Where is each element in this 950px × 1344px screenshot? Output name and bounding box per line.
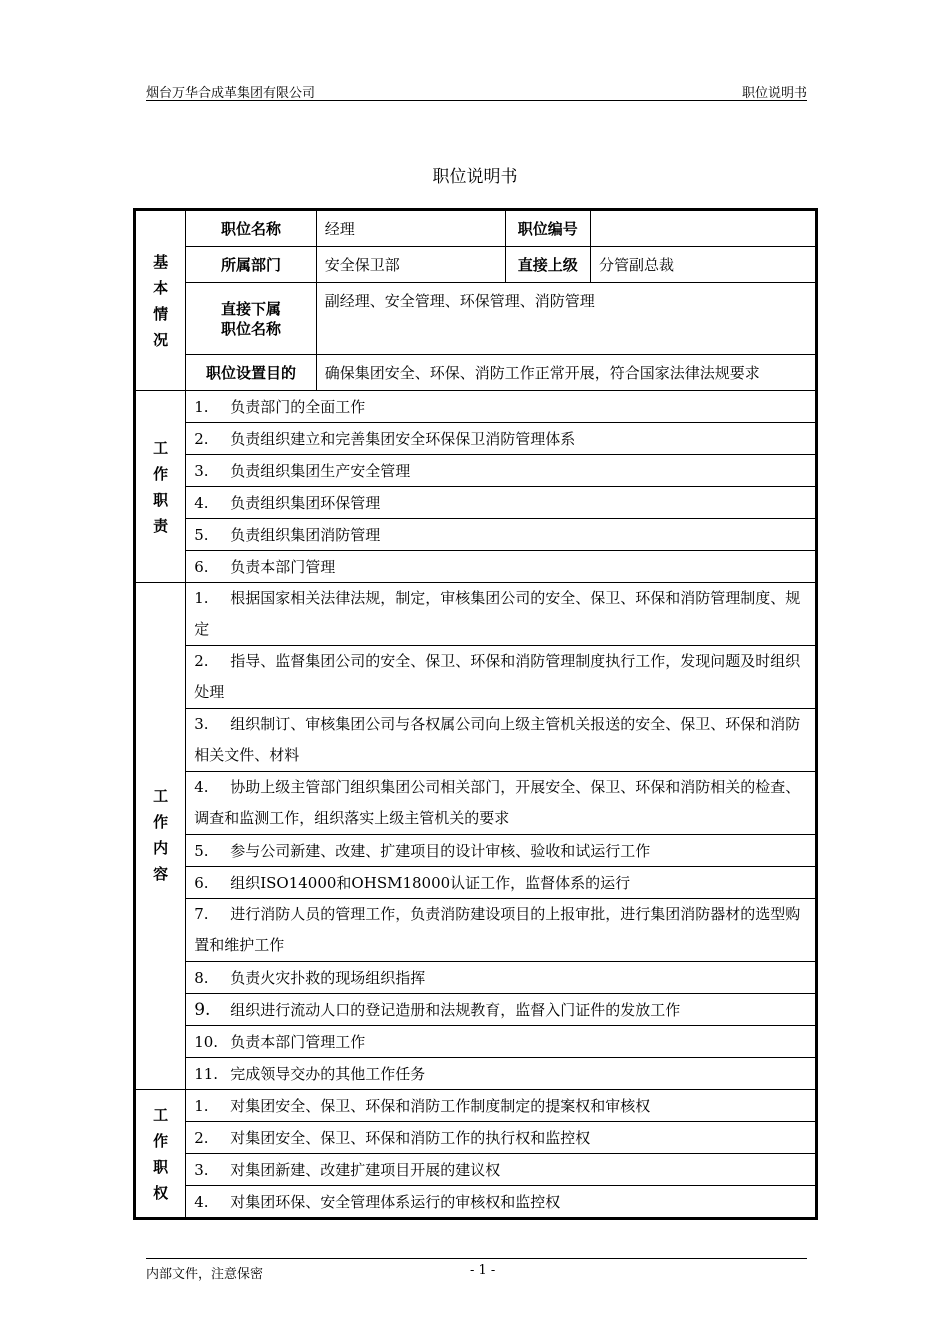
position-name-label: 职位名称 [186,210,317,247]
superior-value: 分管副总裁 [590,247,816,283]
company-name: 烟台万华合成革集团有限公司 [146,86,316,101]
page-header [146,80,807,101]
category-content: 工作内容 [135,583,186,1090]
list-item: 4. 对集团环保、安全管理体系运行的审核权和监控权 [135,1186,817,1219]
position-name-value: 经理 [316,210,505,247]
list-item: 7. 进行消防人员的管理工作，负责消防建设项目的上报审批，进行集团消防器材的选型购置和维护工作 [135,899,817,962]
category-duties: 工作职责 [135,391,186,583]
list-item: 工作职权 1. 对集团安全、保卫、环保和消防工作制度制定的提案权和审核权 [135,1090,817,1122]
header-doc-type: 职位说明书 [741,86,807,101]
list-item: 4. 负责组织集团环保管理 [135,487,817,519]
department-label: 所属部门 [186,247,317,283]
list-item: 3. 组织制订、审核集团公司与各权属公司向上级主管机关报送的安全、保卫、环保和消防相关文件、材料 [135,709,817,772]
list-item: 工作内容 1. 根据国家相关法律法规，制定，审核集团公司的安全、保卫、环保和消防管理制度、规定 [135,583,817,646]
category-basic: 基本情况 [135,210,186,391]
subordinates-value: 副经理、安全管理、环保管理、消防管理 [316,283,816,355]
document-title: 职位说明书 [432,167,518,187]
confidential-note: 内部文件，注意保密 [146,1267,264,1282]
list-item: 5. 参与公司新建、改建、扩建项目的设计审核、验收和试运行工作 [135,835,817,867]
list-item: 11. 完成领导交办的其他工作任务 [135,1058,817,1090]
list-item: 6. 负责本部门管理 [135,551,817,583]
list-item: 8. 负责火灾扑救的现场组织指挥 [135,962,817,994]
category-authority: 工作职权 [135,1090,186,1219]
purpose-value: 确保集团安全、环保、消防工作正常开展，符合国家法律法规要求 [316,355,816,391]
position-code-value [590,210,816,247]
department-value: 安全保卫部 [316,247,505,283]
row-department [135,247,817,283]
page-number: - 1 - [470,1263,496,1278]
list-item: 4. 协助上级主管部门组织集团公司相关部门，开展安全、保卫、环保和消防相关的检查、调查和监测工作，组织落实上级主管机关的要求 [135,772,817,835]
page-footer [146,1258,807,1282]
list-item: 9. 组织进行流动人口的登记造册和法规教育，监督入门证件的发放工作 [135,994,817,1026]
purpose-label: 职位设置目的 [186,355,317,391]
list-item: 5. 负责组织集团消防管理 [135,519,817,551]
row-subordinates [135,283,817,355]
position-code-label: 职位编号 [505,210,590,247]
job-description-table [133,208,818,1220]
list-item: 2. 指导、监督集团公司的安全、保卫、环保和消防管理制度执行工作，发现问题及时组织处理 [135,646,817,709]
list-item: 6. 组织ISO14000和OHSM18000认证工作，监督体系的运行 [135,867,817,899]
list-item: 10. 负责本部门管理工作 [135,1026,817,1058]
superior-label: 直接上级 [505,247,590,283]
list-item: 3. 负责组织集团生产安全管理 [135,455,817,487]
list-item: 2. 对集团安全、保卫、环保和消防工作的执行权和监控权 [135,1122,817,1154]
list-item: 3. 对集团新建、改建扩建项目开展的建议权 [135,1154,817,1186]
row-position-name [135,210,817,247]
list-item: 2. 负责组织建立和完善集团安全环保保卫消防管理体系 [135,423,817,455]
subordinates-label: 直接下属 职位名称 [186,283,317,355]
list-item: 工作职责 1. 负责部门的全面工作 [135,391,817,423]
row-purpose [135,355,817,391]
